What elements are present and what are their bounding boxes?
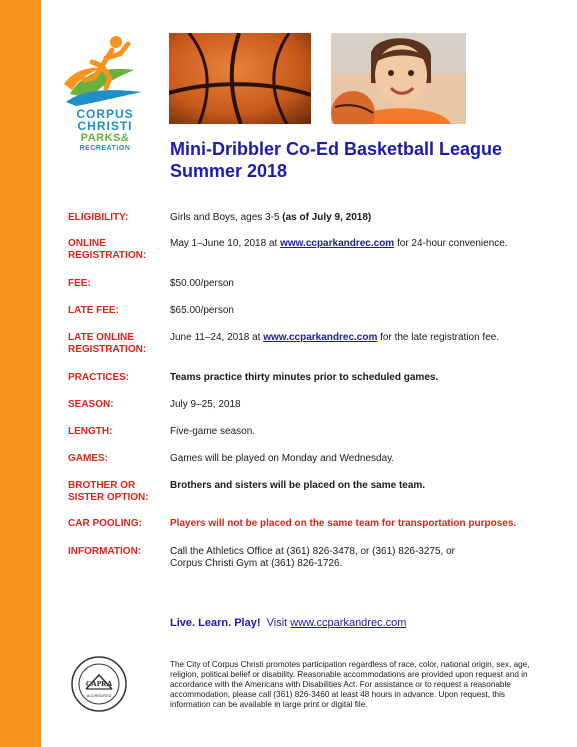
practices-label: PRACTICES: — [68, 372, 130, 383]
title-line-2: Summer 2018 — [170, 161, 288, 181]
length-value: Five-game season. — [170, 426, 256, 437]
online-registration-value — [170, 238, 540, 250]
practices-value: Teams practice thirty minutes prior to scheduled games. — [170, 372, 439, 383]
information-label: INFORMATION: — [68, 546, 142, 557]
sibling-option-label: BROTHER OR SISTER OPTION: — [68, 480, 149, 503]
logo-line-christi: CHRISTI — [77, 119, 133, 133]
tagline — [170, 617, 550, 629]
online-registration-pre: May 1–June 10, 2018 at — [170, 238, 281, 249]
eligibility-text: Girls and Boys, ages 3-5 — [170, 212, 283, 223]
basketball-photo — [169, 33, 311, 124]
eligibility-value — [170, 212, 540, 224]
car-pooling-value: Players will not be placed on the same team for transportation purposes. — [170, 518, 517, 529]
accessibility-disclaimer: The City of Corpus Christi promotes participation regardless of race, color, national origin, sex, age, religion, political belief or disability. Reasonable accommodations are provided upon request and in accordance with the Americans with Disabilities Act. For assistance or to request a reasonable accommodation, please call (361) 826-3460 at least 48 hours in advance. Upon request, this information can be available in large print or digital file. — [170, 660, 530, 709]
online-registration-link[interactable]: www.ccparkandrec.com — [280, 238, 395, 249]
title-line-1: Mini-Dribbler Co-Ed Basketball League — [170, 139, 503, 159]
website-link[interactable]: www.ccparkandrec.com — [290, 617, 407, 629]
late-registration-post: for the late registration fee. — [377, 332, 500, 343]
logo-line-recreation: RECREATION — [79, 145, 131, 152]
late-fee-label: LATE FEE: — [68, 305, 119, 316]
games-label: GAMES: — [68, 453, 108, 464]
information-line-2: Corpus Christi Gym at (361) 826-1726. — [170, 558, 343, 569]
left-orange-bar — [0, 0, 41, 747]
season-label: SEASON: — [68, 399, 114, 410]
capra-accreditation-seal — [70, 655, 128, 713]
visit-text: Visit — [266, 617, 288, 629]
late-fee-value: $65.00/person — [170, 305, 234, 316]
child-with-basketball-photo — [331, 33, 466, 124]
online-registration-post: for 24-hour convenience. — [394, 238, 508, 249]
fee-value: $50.00/person — [170, 278, 234, 289]
eligibility-date: (as of July 9, 2018) — [282, 212, 372, 223]
season-value: July 9–25, 2018 — [170, 399, 241, 410]
late-online-registration-value — [170, 332, 540, 344]
logo-line-corpus: CORPUS — [76, 107, 134, 121]
league-title — [170, 138, 550, 182]
car-pooling-label: CAR POOLING: — [68, 518, 142, 529]
logo-wordmark — [62, 108, 148, 153]
information-line-1: Call the Athletics Office at (361) 826-3478, or (361) 826-3275, or — [170, 546, 455, 557]
sibling-option-value: Brothers and sisters will be placed on the same team. — [170, 480, 426, 491]
capra-seal-sub: ACCREDITED — [86, 694, 112, 698]
eligibility-label: ELIGIBILITY: — [68, 212, 129, 223]
late-registration-pre: June 11–24, 2018 at — [170, 332, 264, 343]
length-label: LENGTH: — [68, 426, 113, 437]
late-registration-link[interactable]: www.ccparkandrec.com — [263, 332, 378, 343]
games-value: Games will be played on Monday and Wednesday. — [170, 453, 395, 464]
logo-figure-icon — [62, 32, 148, 108]
information-value — [170, 546, 540, 570]
late-online-registration-label: LATE ONLINE REGISTRATION: — [68, 332, 147, 355]
logo-line-parks: PARKS& — [80, 132, 130, 144]
parks-recreation-logo — [62, 32, 148, 172]
online-registration-label: ONLINE REGISTRATION: — [68, 238, 147, 261]
capra-seal-name: CAPRA — [85, 679, 113, 688]
fee-label: FEE: — [68, 278, 91, 289]
slogan: Live. Learn. Play! — [170, 617, 261, 629]
